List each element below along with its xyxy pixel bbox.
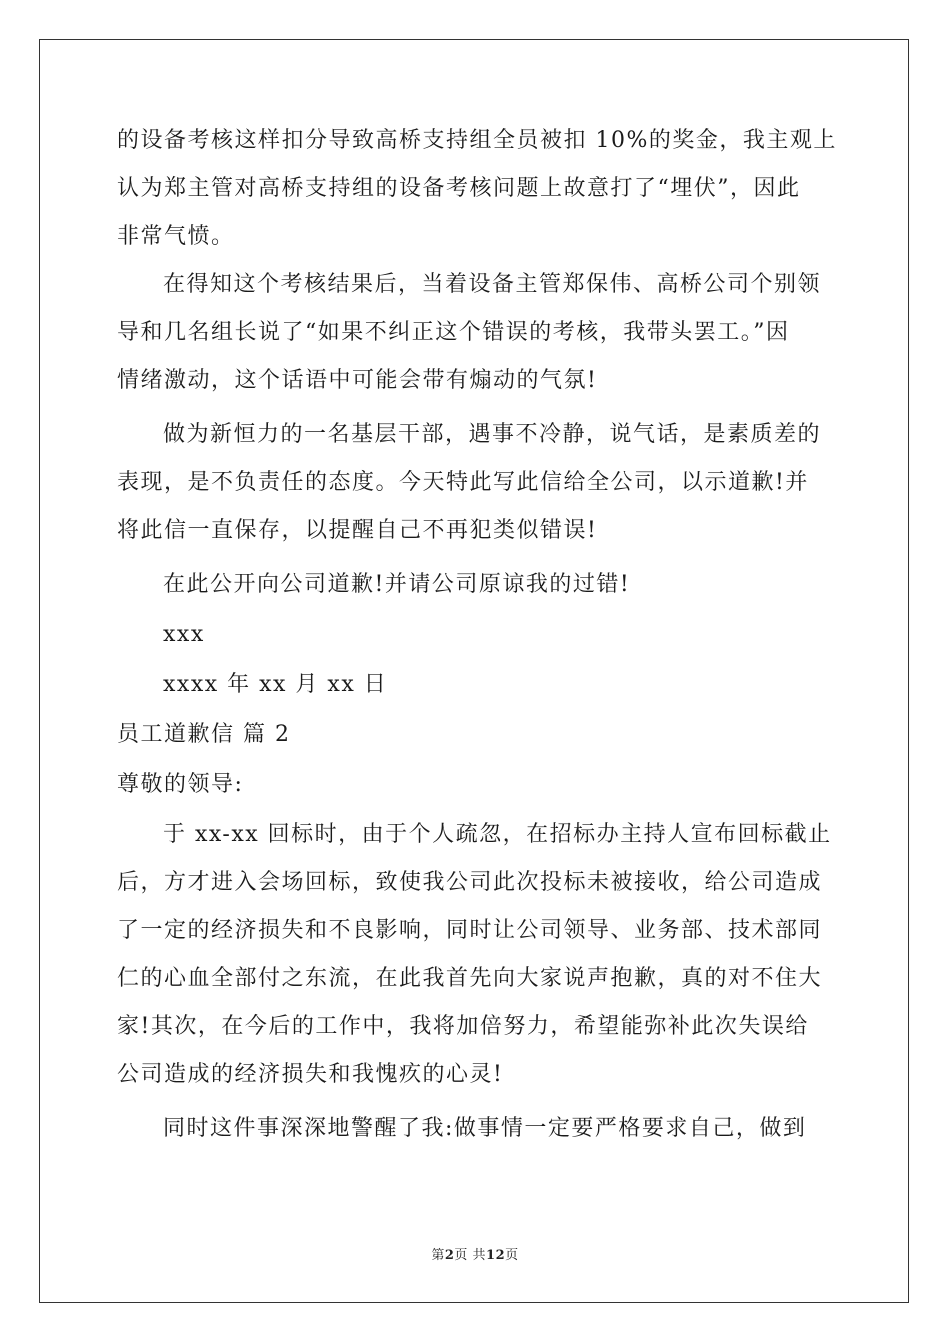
- paragraph-start: 在此公开向公司道歉!并请公司原谅我的过错!: [163, 572, 631, 597]
- page-current: 2: [444, 1248, 455, 1263]
- text-line: 导和几名组长说了“如果不纠正这个错误的考核，我带头罢工。”因: [117, 320, 790, 345]
- text-line: 仁的心血全部付之东流，在此我首先向大家说声抱歉，真的对不住大: [117, 966, 823, 991]
- paragraph-start: 同时这件事深深地警醒了我:做事情一定要严格要求自己，做到: [163, 1116, 807, 1141]
- page-prefix: 第: [431, 1248, 445, 1263]
- text-line: 后，方才进入会场回标，致使我公司此次投标未被接收，给公司造成: [117, 870, 823, 895]
- page-number-footer: [0, 1247, 950, 1265]
- signature-date: xxxx 年 xx 月 xx 日: [163, 672, 388, 697]
- text-line: 的设备考核这样扣分导致高桥支持组全员被扣 10%的奖金，我主观上: [117, 128, 837, 153]
- paragraph-start: 在得知这个考核结果后，当着设备主管郑保伟、高桥公司个别领: [163, 272, 822, 297]
- text-line: 了一定的经济损失和不良影响，同时让公司领导、业务部、技术部同: [117, 918, 823, 943]
- text-line: 将此信一直保存，以提醒自己不再犯类似错误!: [117, 518, 598, 543]
- text-line: 表现，是不负责任的态度。今天特此写此信给全公司，以示道歉!并: [117, 470, 809, 495]
- page-mid: 页 共: [454, 1248, 487, 1263]
- text-line: 非常气愤。: [117, 224, 235, 249]
- signature-name: xxx: [163, 622, 205, 647]
- section-heading: 员工道歉信 篇 2: [117, 722, 291, 747]
- page-total: 12: [486, 1248, 506, 1263]
- text-line: 认为郑主管对高桥支持组的设备考核问题上故意打了“埋伏”，因此: [117, 176, 801, 201]
- salutation: 尊敬的领导:: [117, 772, 244, 797]
- page-suffix: 页: [505, 1248, 519, 1263]
- text-line: 情绪激动，这个话语中可能会带有煽动的气氛!: [117, 368, 598, 393]
- text-line: 公司造成的经济损失和我愧疚的心灵!: [117, 1062, 504, 1087]
- paragraph-start: 做为新恒力的一名基层干部，遇事不冷静，说气话，是素质差的: [163, 422, 822, 447]
- text-line: 家!其次，在今后的工作中，我将加倍努力，希望能弥补此次失误给: [117, 1014, 809, 1039]
- paragraph-start: 于 xx-xx 回标时，由于个人疏忽，在招标办主持人宣布回标截止: [163, 822, 832, 847]
